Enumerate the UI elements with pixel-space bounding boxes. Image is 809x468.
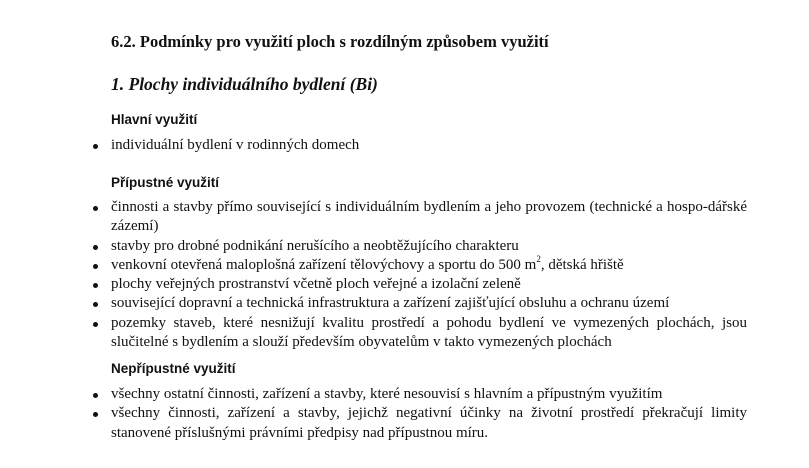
prohibited-use-heading: Nepřípustné využití <box>111 361 236 376</box>
list-item <box>111 198 747 237</box>
list-item: plochy veřejných prostranství včetně ploch veřejné a izolační zeleně <box>111 275 747 294</box>
subsection-title: 1. Plochy individuálního bydlení (Bi) <box>111 74 378 94</box>
section-title: 6.2. Podmínky pro využití ploch s rozdílným způsobem využití <box>111 32 549 51</box>
list-item <box>111 253 747 275</box>
list-item: všechny činnosti, zařízení a stavby, jejichž negativní účinky na životní prostředí překračují limity stanovené příslušnými právními předpisy nad přípustnou míru. <box>111 404 747 443</box>
permitted-use-heading: Přípustné využití <box>111 175 220 190</box>
list-item: stavby pro drobné podnikání nerušícího a neobtěžujícího charakteru <box>111 237 747 256</box>
list-item: související dopravní a technická infrastruktura a zařízení zajišťující obsluhu a ochranu území <box>111 294 747 313</box>
list-item-text: činnosti a stavby přímo související s individuálním bydlením a jeho provozem (technické a hospo-dářské zázemí) <box>111 199 747 235</box>
list-item-text: venkovní otevřená maloplošná zařízení tělovýchovy a sportu do 500 m <box>111 256 537 273</box>
main-use-heading: Hlavní využití <box>111 112 198 127</box>
list-item-text: , dětská hřiště <box>540 256 624 273</box>
permitted-use-list <box>111 198 747 352</box>
list-item: individuální bydlení v rodinných domech <box>111 136 747 155</box>
superscript: 2 <box>536 253 541 264</box>
list-item: všechny ostatní činnosti, zařízení a stavby, které nesouvisí s hlavním a přípustným využitím <box>111 385 747 404</box>
main-use-list <box>111 136 747 155</box>
prohibited-use-list <box>111 385 747 443</box>
list-item: pozemky staveb, které nesnižují kvalitu prostředí a pohodu bydlení ve vymezených plochách, jsou slučitelné s bydlením a slouží především obyvatelům v takto vymezených plochách <box>111 314 747 353</box>
